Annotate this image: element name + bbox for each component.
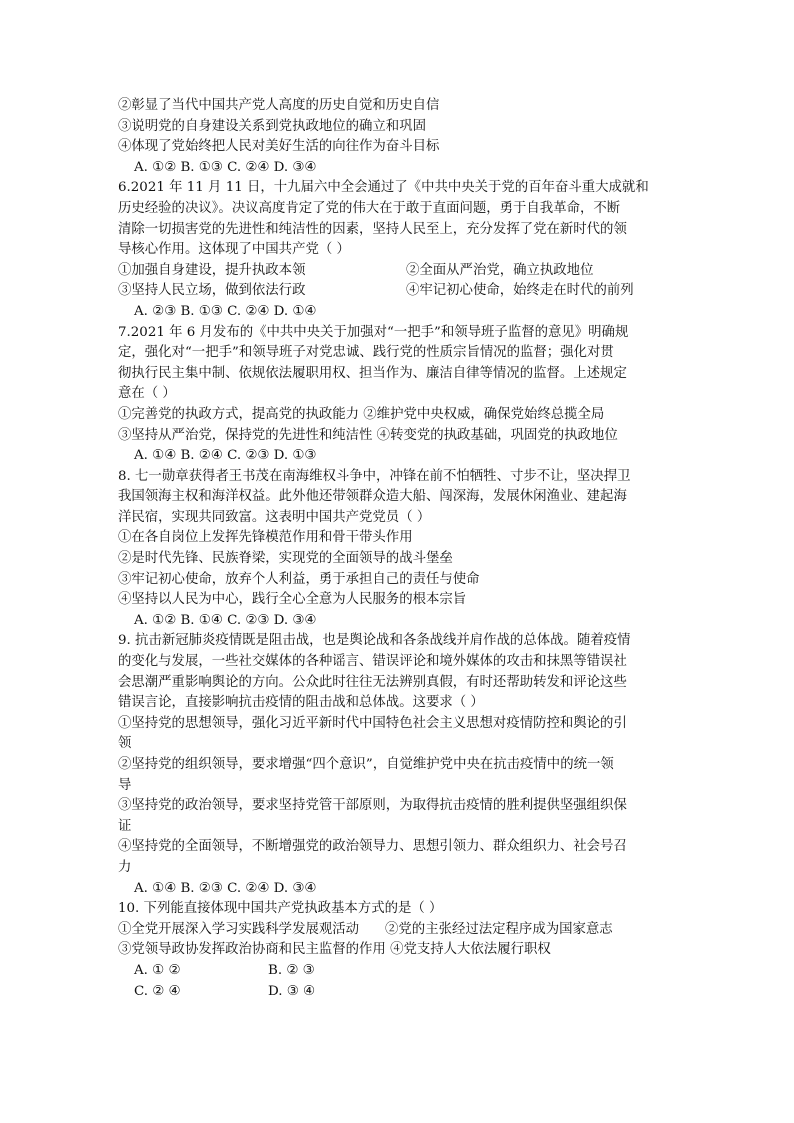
question-6-stem-line: 清除一切损害党的先进性和纯洁性的因素，坚持人民至上，充分发挥了党在新时代的领: [118, 221, 627, 237]
question-5-item-4: ④体现了党始终把人民对美好生活的向往作为奋斗目标: [118, 139, 440, 155]
question-7-items-row-1: ①完善党的执政方式，提高党的执政能力 ②维护党中央权威，确保党始终总揽全局: [118, 406, 605, 422]
question-6-item-4: ④牢记初心使命，始终走在时代的前列: [406, 283, 634, 299]
question-8-item-3: ③牢记初心使命，放弃个人利益，勇于承担自己的责任与使命: [118, 571, 480, 587]
question-9: [118, 631, 658, 899]
question-9-line: 的变化与发展，一些社交媒体的各种谣言、错误评论和境外媒体的攻击和抹黑等错误社: [118, 654, 627, 670]
question-6-item-1: ①加强自身建设，提升执政本领: [118, 262, 306, 278]
question-7-items-row-2: ③坚持从严治党，保持党的先进性和纯洁性 ④转变党的执政基础，巩固党的执政地位: [118, 427, 618, 443]
question-10-item-2: ②党的主张经过法定程序成为国家意志: [385, 921, 613, 937]
question-7-line: 彻执行民主集中制、依规依法履职用权、担当作为、廉洁自律等情况的监督。上述规定: [118, 365, 627, 381]
question-9-item-4-wrap: 力: [118, 859, 132, 875]
question-7: [118, 323, 658, 467]
document-content: [118, 96, 658, 1002]
question-6-options: A. ②③ B. ①③ C. ②④ D. ①④: [134, 303, 317, 319]
question-8-item-1: ①在各自岗位上发挥先锋模范作用和骨干带头作用: [118, 530, 413, 546]
question-10-options-row-2: [118, 982, 658, 1003]
question-10-items-row-2: ③党领导政协发挥政治协商和民主监督的作用 ④党支持人大依法履行职权: [118, 942, 551, 958]
question-10: [118, 899, 658, 1002]
question-8-item-2: ②是时代先锋、民族脊梁，实现党的全面领导的战斗堡垒: [118, 551, 453, 567]
question-9-item-1: ①坚持党的思想领导，强化习近平新时代中国特色社会主义思想对疫情防控和舆论的引: [118, 715, 627, 731]
question-9-item-3-wrap: 证: [118, 818, 132, 834]
question-8-line: 洋民宿，实现共同致富。这表明中国共产党党员（ ）: [118, 509, 431, 525]
question-6-stem-line: 导核心作用。这体现了中国共产党（ ）: [118, 242, 350, 258]
question-10-option-d: D. ③ ④: [268, 983, 316, 999]
question-5-item-2: ②彰显了当代中国共产党人高度的历史自觉和历史自信: [118, 98, 440, 113]
question-7-options: A. ①④ B. ②④ C. ②③ D. ①③: [134, 448, 317, 464]
question-5-item-3: ③说明党的自身建设关系到党执政地位的确立和巩固: [118, 118, 426, 134]
question-9-item-4: ④坚持党的全面领导，不断增强党的政治领导力、思想引领力、群众组织力、社会号召: [118, 839, 627, 855]
question-6-item-2: ②全面从严治党，确立执政地位: [406, 262, 594, 278]
question-5-tail: [118, 96, 658, 178]
question-6-stem-line: 历史经验的决议》。决议高度肯定了党的伟大在于敢于直面问题，勇于自我革命，不断: [118, 200, 621, 216]
question-6-stem-line: 6.2021 年 11 月 11 日，十九届六中全会通过了《中共中央关于党的百年奋斗重大成就和: [118, 180, 649, 196]
question-8-line: 8. 七一勋章获得者王书茂在南海维权斗争中，冲锋在前不怕牺牲、寸步不让，坚决捍卫: [118, 468, 631, 484]
question-10-item-1: ①全党开展深入学习实践科学发展观活动: [118, 921, 360, 937]
question-6-items-row-2: [118, 281, 658, 302]
question-9-line: 9. 抗击新冠肺炎疫情既是阻击战，也是舆论战和各条战线并肩作战的总体战。随着疫情: [118, 633, 631, 649]
question-7-line: 定，强化对“一把手”和领导班子对党忠诚、践行党的性质宗旨情况的监督；强化对贯: [118, 345, 614, 361]
question-6-item-3: ③坚持人民立场，做到依法行政: [118, 283, 306, 299]
question-8-line: 我国领海主权和海洋权益。此外他还带领群众造大船、闯深海，发展休闲渔业、建起海: [118, 489, 627, 505]
question-9-line: 错误言论，直接影响抗击疫情的阻击战和总体战。这要求（ ）: [118, 695, 484, 711]
question-9-item-2: ②坚持党的组织领导，要求增强“四个意识”，自觉维护党中央在抗击疫情中的统一领: [118, 757, 614, 772]
question-9-options: A. ①④ B. ②③ C. ②④ D. ③④: [134, 880, 317, 896]
question-6-items-row-1: [118, 261, 658, 282]
question-9-item-3: ③坚持党的政治领导，要求坚持党管干部原则，为取得抗击疫情的胜利提供坚强组织保: [118, 798, 627, 814]
question-6: [118, 178, 658, 322]
question-10-option-c: C. ② ④: [134, 983, 181, 999]
question-10-option-b: B. ② ③: [268, 962, 315, 978]
question-8-item-4: ④坚持以人民为中心，践行全心全意为人民服务的根本宗旨: [118, 592, 467, 608]
question-9-item-2-wrap: 导: [118, 777, 132, 793]
question-7-line: 意在（ ）: [118, 386, 176, 402]
question-9-line: 会思潮严重影响舆论的方向。公众此时往往无法辨别真假，有时还帮助转发和评论这些: [118, 674, 627, 690]
question-10-stem: 10. 下列能直接体现中国共产党执政基本方式的是（ ）: [118, 901, 443, 917]
question-10-options-row-1: [118, 961, 658, 982]
question-10-option-a: A. ① ②: [134, 962, 181, 978]
question-8: [118, 467, 658, 632]
question-8-options: A. ①② B. ①④ C. ②③ D. ③④: [134, 612, 317, 628]
question-9-item-1-wrap: 领: [118, 736, 132, 752]
question-10-items-row-1: [118, 920, 658, 941]
question-5-options: A. ①② B. ①③ C. ②④ D. ③④: [134, 159, 317, 175]
question-7-line: 7.2021 年 6 月发布的《中共中央关于加强对“一把手”和领导班子监督的意见》明确规: [118, 324, 629, 340]
